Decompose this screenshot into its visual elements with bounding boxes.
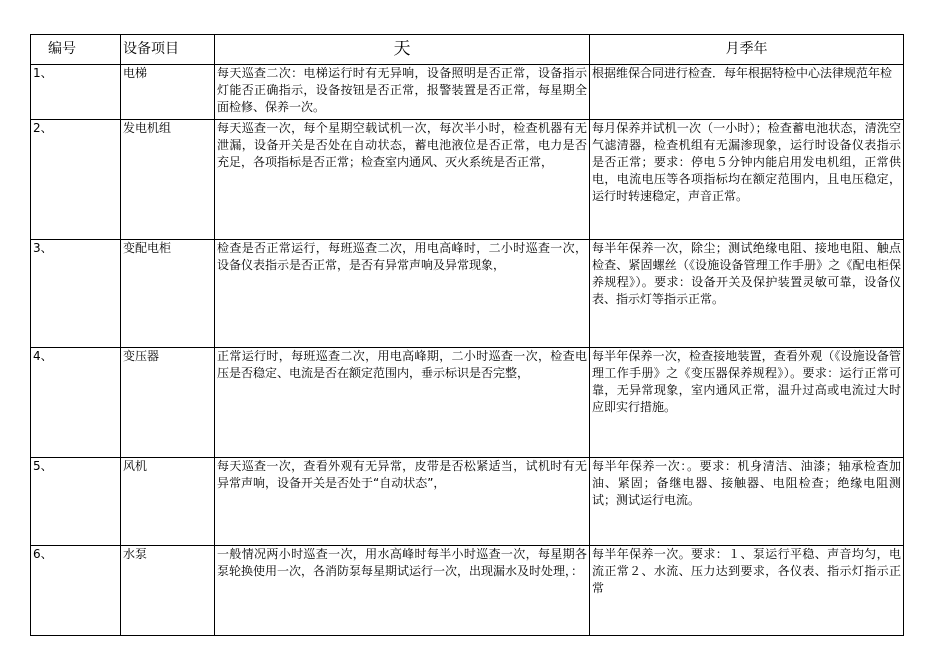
- maintenance-schedule-table: [30, 34, 904, 636]
- daily-inspection: 每天巡查一次，每个星期空载试机一次，每次半小时，检查机器有无泄漏，设备开关是否处在自动状态，蓄电池液位是否正常，电力是否充足，各项指标是否正常；检查室内通风、灭火系统是否正常，: [215, 120, 590, 240]
- periodic-maintenance: 根据维保合同进行检查．每年根据特检中心法律规范年检: [590, 65, 904, 120]
- daily-inspection: 一般情况两小时巡查一次，用水高峰时每半小时巡查一次，每星期各泵轮换使用一次，各消防泵每星期试运行一次，出现漏水及时处理，：: [215, 546, 590, 636]
- periodic-maintenance: 每半年保养一次：。要求：机身清洁、油漆；轴承检查加油、紧固；备继电器、接触器、电阻检查；绝缘电阻测试；测试运行电流。: [590, 458, 904, 546]
- daily-inspection: 正常运行时，每班巡查二次，用电高峰期，二小时巡查一次，检查电压是否稳定、电流是否在额定范围内，垂示标识是否完整，: [215, 348, 590, 458]
- periodic-maintenance: 每半年保养一次。要求：１、泵运行平稳、声音均匀，电流正常２、水流、压力达到要求，各仪表、指示灯指示正常: [590, 546, 904, 636]
- row-number: 3、: [31, 240, 121, 348]
- header-row: [31, 35, 904, 65]
- equipment-name: 风机: [121, 458, 215, 546]
- row-number: 2、: [31, 120, 121, 240]
- equipment-name: 水泵: [121, 546, 215, 636]
- table-row: [31, 458, 904, 546]
- periodic-maintenance: 每半年保养一次，检查接地装置，查看外观（《设施设备管理工作手册》之《变压器保养规程》）。要求：运行正常可靠，无异常现象，室内通风正常，温升过高或电流过大时应即实行措施。: [590, 348, 904, 458]
- table-body: [31, 65, 904, 636]
- row-number: 6、: [31, 546, 121, 636]
- row-number: 5、: [31, 458, 121, 546]
- periodic-maintenance: 每月保养并试机一次（一小时）；检查蓄电池状态，清洗空气滤清器，检查机组有无漏渗现象，运行时设备仪表指示是否正常；要求：停电５分钟内能启用发电机组，正常供电，电流电压等各项指标均在额定范围内，且电压稳定，运行时转速稳定，声音正常。: [590, 120, 904, 240]
- row-number: 1、: [31, 65, 121, 120]
- daily-inspection: 每天巡查二次：电梯运行时有无异响，设备照明是否正常，设备指示灯能否正确指示，设备按钮是否正常，报警装置是否正常，每星期全面检修、保养一次。: [215, 65, 590, 120]
- equipment-name: 变配电柜: [121, 240, 215, 348]
- equipment-name: 电梯: [121, 65, 215, 120]
- header-daily: 天: [215, 35, 590, 65]
- table-row: [31, 120, 904, 240]
- table-row: [31, 546, 904, 636]
- daily-inspection: 检查是否正常运行，每班巡查二次，用电高峰时，二小时巡查一次，设备仪表指示是否正常，是否有异常声响及异常现象，: [215, 240, 590, 348]
- table-row: [31, 65, 904, 120]
- table-header: [31, 35, 904, 65]
- row-number: 4、: [31, 348, 121, 458]
- equipment-name: 变压器: [121, 348, 215, 458]
- header-number: 编号: [31, 35, 121, 65]
- periodic-maintenance: 每半年保养一次，除尘；测试绝缘电阻、接地电阻、触点检查、紧固螺丝（《设施设备管理工作手册》之《配电柜保养规程》）。要求：设备开关及保护装置灵敏可靠，设备仪表、指示灯等指示正常。: [590, 240, 904, 348]
- table-row: [31, 348, 904, 458]
- table-row: [31, 240, 904, 348]
- header-monthly-quarterly-yearly: 月季年: [590, 35, 904, 65]
- equipment-name: 发电机组: [121, 120, 215, 240]
- daily-inspection: 每天巡查一次，查看外观有无异常，皮带是否松紧适当，试机时有无异常声响，设备开关是否处于“自动状态”，: [215, 458, 590, 546]
- header-equipment: 设备项目: [121, 35, 215, 65]
